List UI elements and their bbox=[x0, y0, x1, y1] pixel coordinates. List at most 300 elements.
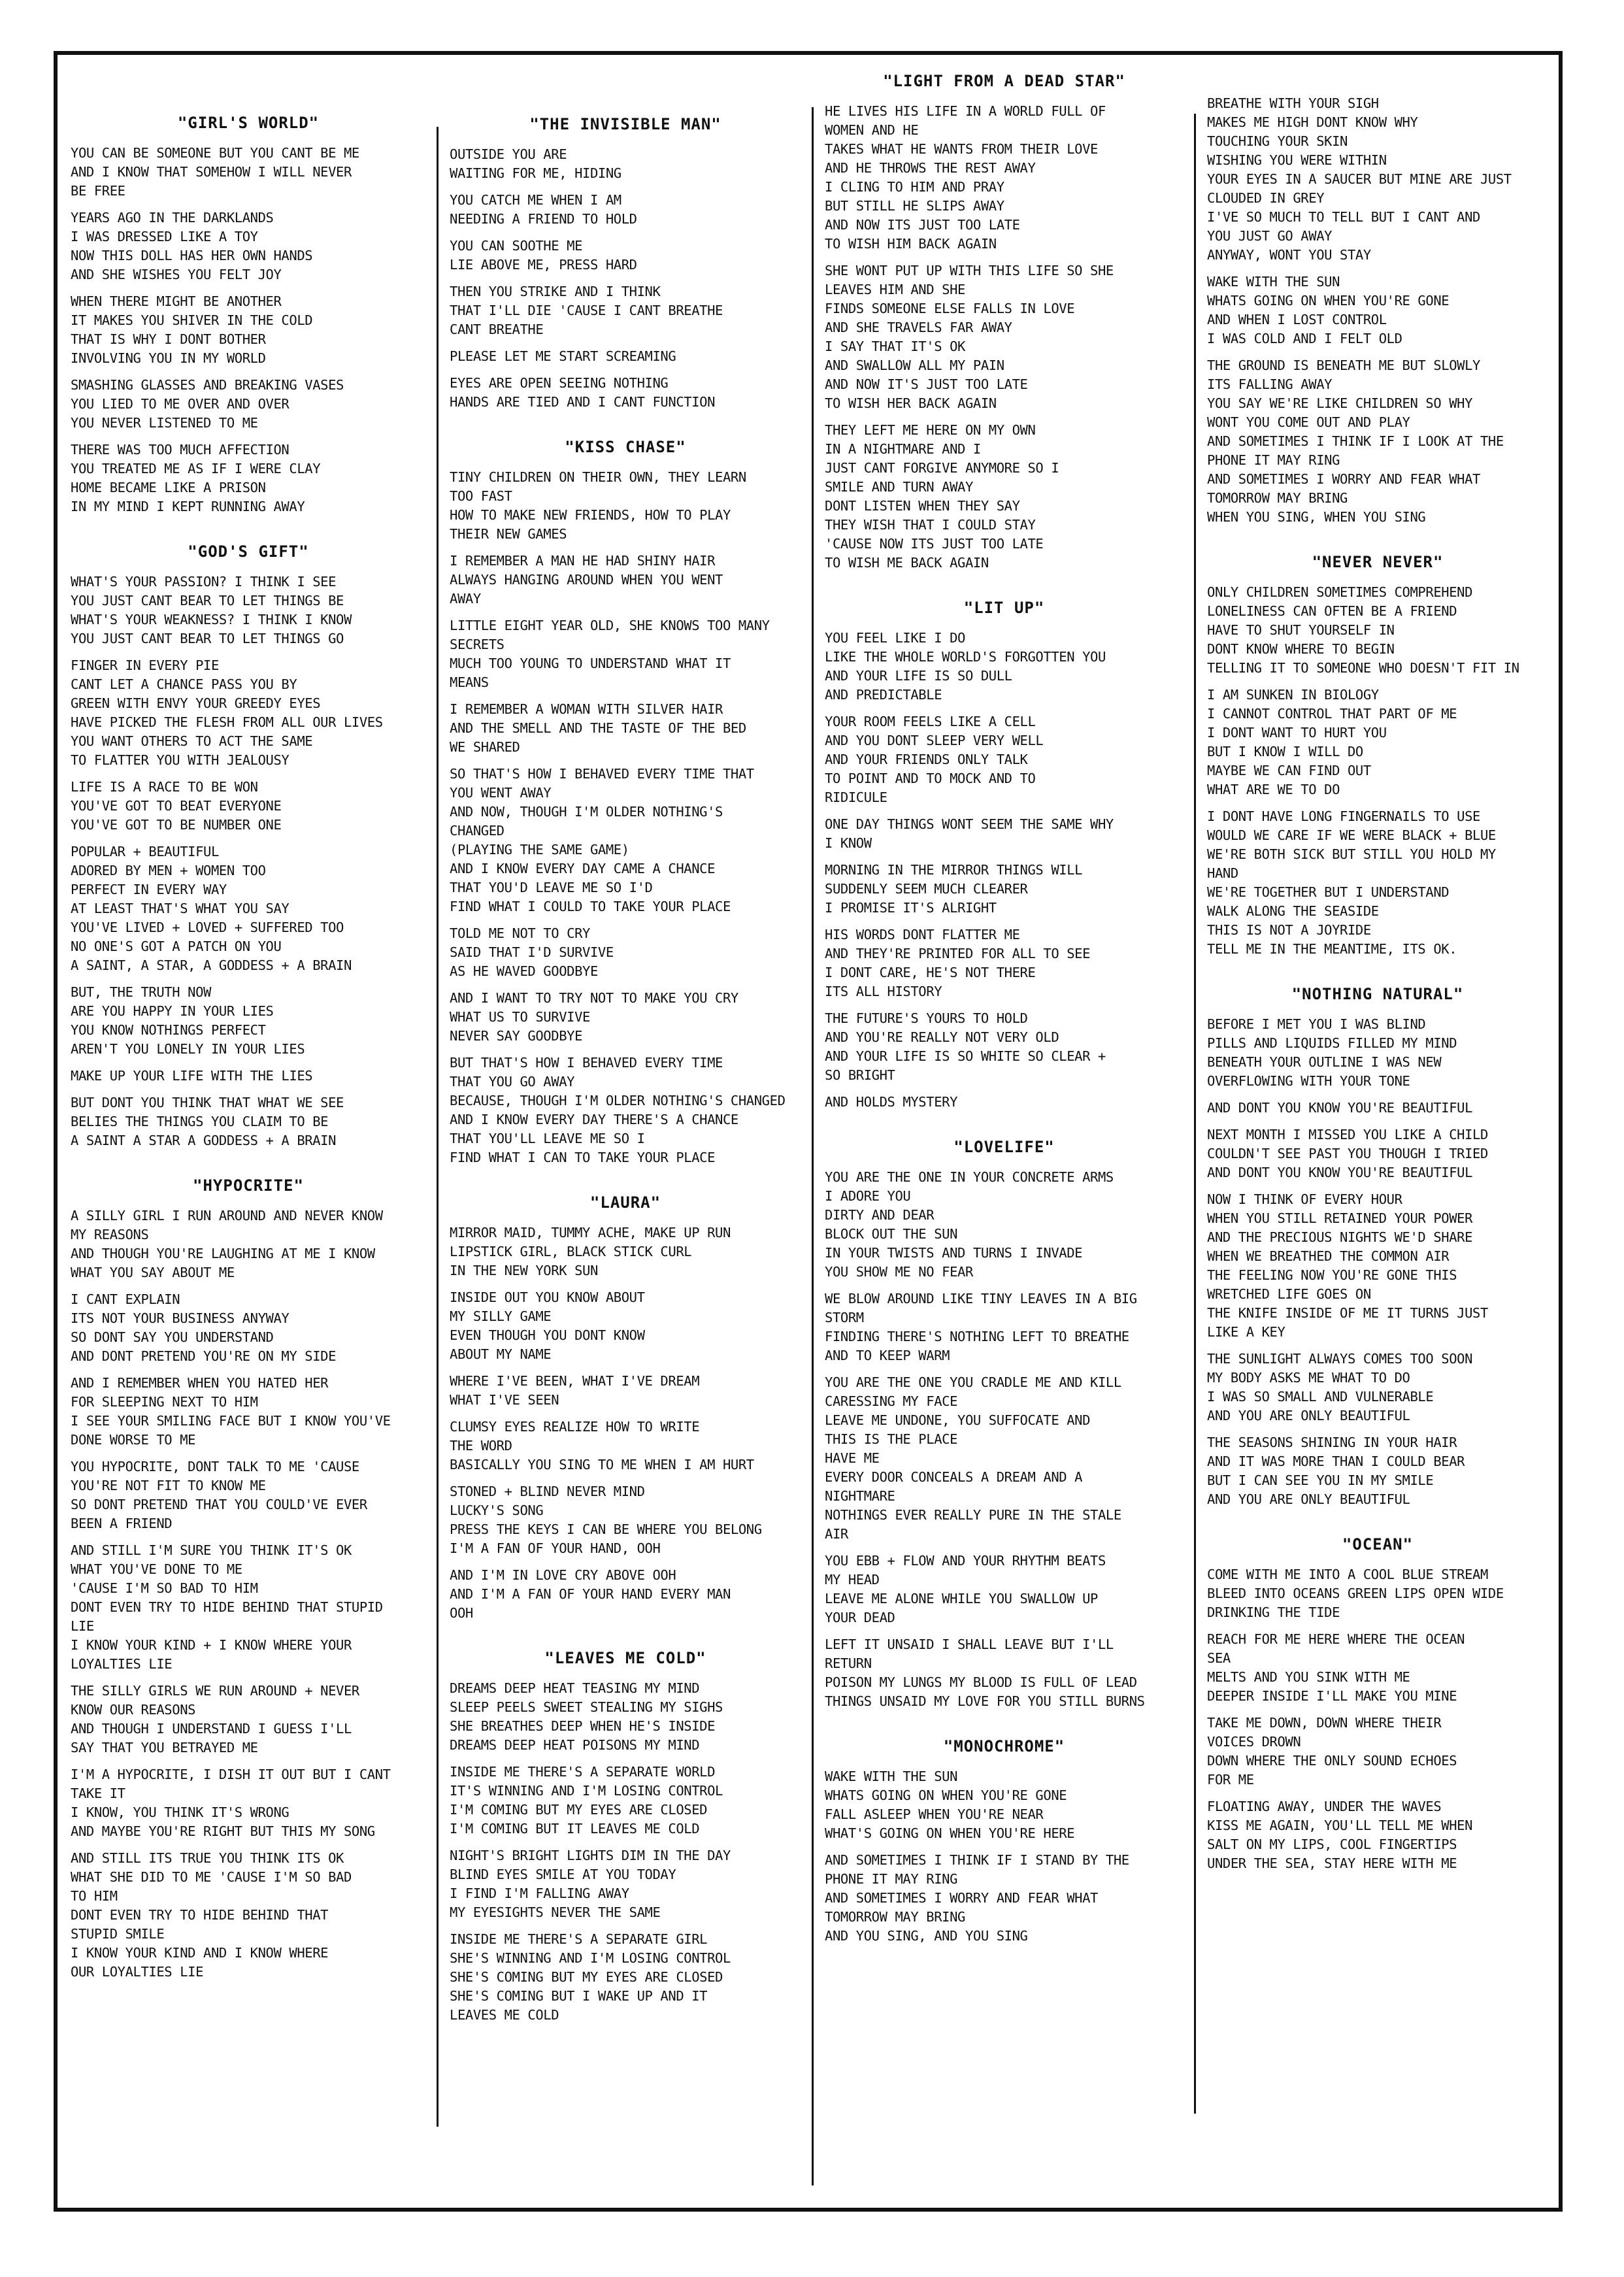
song-title: "MONOCHROME" bbox=[943, 1737, 1065, 1755]
lyric-line: AND DONT YOU KNOW YOU'RE BEAUTIFUL bbox=[1207, 1100, 1473, 1116]
lyric-line: VOICES DROWN bbox=[1207, 1734, 1301, 1750]
stanza bbox=[825, 1767, 1184, 1843]
lyric-line: MORNING IN THE MIRROR THINGS WILL bbox=[825, 862, 1083, 878]
lyric-line: HAVE TO SHUT YOURSELF IN bbox=[1207, 622, 1395, 638]
lyric-line: TOUCHING YOUR SKIN bbox=[1207, 133, 1348, 149]
lyric-line: NEEDING A FRIEND TO HOLD bbox=[450, 211, 637, 227]
lyric-line: WRETCHED LIFE GOES ON bbox=[1207, 1286, 1371, 1302]
lyric-line: YOU JUST CANT BEAR TO LET THINGS BE bbox=[71, 593, 344, 608]
song-title: "OCEAN" bbox=[1342, 1535, 1414, 1554]
lyric-line: YOU'RE NOT FIT TO KNOW ME bbox=[71, 1478, 266, 1493]
lyric-line: BUT, THE TRUTH NOW bbox=[71, 984, 211, 1000]
lyric-line: FOR ME bbox=[1207, 1772, 1254, 1787]
lyric-line: CHANGED bbox=[450, 823, 505, 839]
lyric-line: I SAY THAT IT'S OK bbox=[825, 339, 965, 354]
lyric-line: YOU ARE THE ONE YOU CRADLE ME AND KILL bbox=[825, 1374, 1121, 1390]
lyric-line: COULDN'T SEE PAST YOU THOUGH I TRIED bbox=[1207, 1146, 1488, 1161]
stanza bbox=[1207, 273, 1548, 348]
lyric-line: YOU ARE THE ONE IN YOUR CONCRETE ARMS bbox=[825, 1169, 1114, 1185]
lyric-line: AT LEAST THAT'S WHAT YOU SAY bbox=[71, 901, 290, 916]
song-title: "LIT UP" bbox=[963, 599, 1045, 617]
lyric-line: MUCH TOO YOUNG TO UNDERSTAND WHAT IT bbox=[450, 656, 731, 671]
stanza bbox=[71, 292, 426, 368]
lyric-line: WE'RE TOGETHER BUT I UNDERSTAND bbox=[1207, 884, 1450, 900]
lyric-line: WHAT YOU SAY ABOUT ME bbox=[71, 1265, 235, 1280]
lyric-line: I'M A FAN OF YOUR HAND, OOH bbox=[450, 1540, 661, 1556]
lyric-line: TOMORROW MAY BRING bbox=[1207, 490, 1348, 506]
lyric-line: CANT BREATHE bbox=[450, 322, 544, 337]
lyric-line: A SILLY GIRL I RUN AROUND AND NEVER KNOW bbox=[71, 1208, 383, 1223]
lyric-line: DOWN WHERE THE ONLY SOUND ECHOES bbox=[1207, 1753, 1457, 1769]
stanza bbox=[450, 616, 801, 692]
lyric-line: EVEN THOUGH YOU DONT KNOW bbox=[450, 1327, 645, 1343]
lyric-line: INVOLVING YOU IN MY WORLD bbox=[71, 350, 266, 366]
stanza bbox=[71, 208, 426, 284]
lyric-line: BENEATH YOUR OUTLINE I WAS NEW bbox=[1207, 1054, 1442, 1070]
stanza bbox=[450, 989, 801, 1046]
lyric-line: WHEN THERE MIGHT BE ANOTHER bbox=[71, 293, 282, 309]
song-block bbox=[825, 72, 1184, 573]
lyrics-column-3 bbox=[812, 55, 1194, 2208]
lyric-line: AND STILL I'M SURE YOU THINK IT'S OK bbox=[71, 1542, 352, 1558]
lyric-line: THE FEELING NOW YOU'RE GONE THIS bbox=[1207, 1267, 1457, 1283]
stanza bbox=[450, 765, 801, 916]
lyric-line: OOH bbox=[450, 1605, 473, 1621]
lyric-line: I KNOW YOUR KIND AND I KNOW WHERE bbox=[71, 1945, 329, 1961]
stanza bbox=[825, 1373, 1184, 1544]
stanza bbox=[450, 1223, 801, 1280]
lyric-line: AND THE SMELL AND THE TASTE OF THE BED bbox=[450, 720, 746, 736]
lyric-line: YOU CAN BE SOMEONE BUT YOU CANT BE ME bbox=[71, 145, 359, 161]
lyric-line: IT MAKES YOU SHIVER IN THE COLD bbox=[71, 312, 313, 328]
lyric-line: WOMEN AND HE bbox=[825, 122, 919, 138]
stanza bbox=[71, 1765, 426, 1841]
stanza bbox=[450, 282, 801, 339]
lyric-line: LEAVES HIM AND SHE bbox=[825, 282, 965, 297]
lyric-line: YOU EBB + FLOW AND YOUR RHYTHM BEATS bbox=[825, 1553, 1106, 1569]
lyric-line: HAVE PICKED THE FLESH FROM ALL OUR LIVES bbox=[71, 714, 383, 730]
stanza bbox=[825, 629, 1184, 705]
stanza bbox=[450, 1054, 801, 1167]
lyric-line: FINDS SOMEONE ELSE FALLS IN LOVE bbox=[825, 301, 1075, 316]
lyric-line: WALK ALONG THE SEASIDE bbox=[1207, 903, 1379, 919]
lyric-line: EYES ARE OPEN SEEING NOTHING bbox=[450, 375, 669, 391]
lyric-line: WHAT'S YOUR WEAKNESS? I THINK I KNOW bbox=[71, 612, 352, 627]
lyric-line: AND MAYBE YOU'RE RIGHT BUT THIS MY SONG bbox=[71, 1823, 375, 1839]
lyric-line: AND I KNOW THAT SOMEHOW I WILL NEVER bbox=[71, 164, 352, 180]
lyric-line: TAKE IT bbox=[71, 1786, 125, 1801]
lyric-line: GREEN WITH ENVY YOUR GREEDY EYES bbox=[71, 695, 321, 711]
lyric-line: WE BLOW AROUND LIKE TINY LEAVES IN A BIG bbox=[825, 1291, 1137, 1306]
song-block bbox=[71, 542, 426, 1150]
lyric-line: WHEN YOU STILL RETAINED YOUR POWER bbox=[1207, 1210, 1473, 1226]
song-title: "NEVER NEVER" bbox=[1312, 553, 1444, 571]
lyric-line: COME WITH ME INTO A COOL BLUE STREAM bbox=[1207, 1567, 1488, 1582]
lyric-line: 'CAUSE I'M SO BAD TO HIM bbox=[71, 1580, 258, 1596]
lyric-line: AND SHE TRAVELS FAR AWAY bbox=[825, 320, 1012, 335]
stanza bbox=[450, 1288, 801, 1364]
lyric-line: YOU'VE GOT TO BEAT EVERYONE bbox=[71, 798, 282, 814]
lyric-line: OUTSIDE YOU ARE bbox=[450, 146, 567, 162]
stanza bbox=[450, 347, 801, 366]
stanza bbox=[450, 700, 801, 757]
lyric-line: LOYALTIES LIE bbox=[71, 1656, 173, 1672]
stanza bbox=[71, 1849, 426, 1982]
lyric-line: SECRETS bbox=[450, 637, 505, 652]
lyric-line: AND SOMETIMES I WORRY AND FEAR WHAT bbox=[825, 1890, 1098, 1906]
lyric-line: BELIES THE THINGS YOU CLAIM TO BE bbox=[71, 1114, 329, 1129]
lyric-line: AS HE WAVED GOODBYE bbox=[450, 963, 598, 979]
lyric-line: BASICALLY YOU SING TO ME WHEN I AM HURT bbox=[450, 1457, 754, 1472]
song-title: "KISS CHASE" bbox=[565, 438, 686, 456]
lyric-line: DONE WORSE TO ME bbox=[71, 1432, 196, 1448]
lyric-line: MY HEAD bbox=[825, 1572, 880, 1587]
lyric-line: NO ONE'S GOT A PATCH ON YOU bbox=[71, 939, 282, 954]
lyric-line: LITTLE EIGHT YEAR OLD, SHE KNOWS TOO MANY bbox=[450, 618, 770, 633]
lyric-line: I CANNOT CONTROL THAT PART OF ME bbox=[1207, 706, 1457, 722]
lyric-line: THINGS UNSAID MY LOVE FOR YOU STILL BURNS bbox=[825, 1693, 1145, 1709]
lyric-line: HAVE ME bbox=[825, 1450, 880, 1466]
lyric-line: MY SILLY GAME bbox=[450, 1308, 552, 1324]
lyric-line: MELTS AND YOU SINK WITH ME bbox=[1207, 1669, 1410, 1685]
lyric-line: (PLAYING THE SAME GAME) bbox=[450, 842, 629, 857]
lyric-line: YOU WENT AWAY bbox=[450, 785, 552, 801]
lyric-line: SO DONT SAY YOU UNDERSTAND bbox=[71, 1329, 274, 1345]
lyric-line: HANDS ARE TIED AND I CANT FUNCTION bbox=[450, 394, 716, 410]
stanza bbox=[71, 1290, 426, 1366]
lyric-line: TO WISH HIM BACK AGAIN bbox=[825, 236, 997, 252]
lyric-line: THERE WAS TOO MUCH AFFECTION bbox=[71, 442, 290, 457]
song-title: "NOTHING NATURAL" bbox=[1291, 985, 1464, 1003]
lyric-line: BUT THAT'S HOW I BEHAVED EVERY TIME bbox=[450, 1055, 723, 1071]
lyric-line: HOW TO MAKE NEW FRIENDS, HOW TO PLAY bbox=[450, 507, 731, 523]
lyric-line: AND THOUGH I UNDERSTAND I GUESS I'LL bbox=[71, 1721, 352, 1737]
lyric-line: YOU CAN SOOTHE ME bbox=[450, 238, 583, 254]
lyric-line: WHAT'S GOING ON WHEN YOU'RE HERE bbox=[825, 1825, 1075, 1841]
lyric-line: IN A NIGHTMARE AND I bbox=[825, 441, 981, 457]
lyric-line: SUDDENLY SEEM MUCH CLEARER bbox=[825, 881, 1028, 897]
lyric-line: YOU SAY WE'RE LIKE CHILDREN SO WHY bbox=[1207, 395, 1473, 411]
lyric-line: THE FUTURE'S YOURS TO HOLD bbox=[825, 1010, 1028, 1026]
lyric-line: LUCKY'S SONG bbox=[450, 1503, 544, 1518]
lyric-line: YOU FEEL LIKE I DO bbox=[825, 630, 965, 646]
stanza bbox=[825, 1168, 1184, 1282]
lyric-line: YOU'VE LIVED + LOVED + SUFFERED TOO bbox=[71, 920, 344, 935]
lyric-line: BUT DONT YOU THINK THAT WHAT WE SEE bbox=[71, 1095, 344, 1110]
stanza bbox=[71, 1541, 426, 1674]
lyric-line: I KNOW bbox=[825, 835, 872, 851]
lyric-line: WHATS GOING ON WHEN YOU'RE GONE bbox=[1207, 293, 1450, 308]
lyric-line: TOO FAST bbox=[450, 488, 512, 504]
lyric-line: THAT I'LL DIE 'CAUSE I CANT BREATHE bbox=[450, 303, 723, 318]
stanza bbox=[450, 1846, 801, 1922]
lyric-line: NIGHT'S BRIGHT LIGHTS DIM IN THE DAY bbox=[450, 1848, 731, 1863]
lyric-line: SO THAT'S HOW I BEHAVED EVERY TIME THAT bbox=[450, 766, 754, 782]
lyric-line: MAKES ME HIGH DONT KNOW WHY bbox=[1207, 114, 1418, 130]
lyric-line: TELL ME IN THE MEANTIME, ITS OK. bbox=[1207, 941, 1457, 957]
lyric-line: UNDER THE SEA, STAY HERE WITH ME bbox=[1207, 1855, 1457, 1871]
lyric-line: AND YOU DONT SLEEP VERY WELL bbox=[825, 733, 1044, 748]
song-block bbox=[71, 1176, 426, 1982]
lyric-line: BE FREE bbox=[71, 183, 125, 199]
lyric-line: I AM SUNKEN IN BIOLOGY bbox=[1207, 687, 1379, 703]
lyric-line: BECAUSE, THOUGH I'M OLDER NOTHING'S CHANGED bbox=[450, 1093, 786, 1108]
stanza bbox=[71, 376, 426, 433]
lyric-line: THIS IS NOT A JOYRIDE bbox=[1207, 922, 1371, 938]
song-block bbox=[825, 1737, 1184, 1946]
stanza bbox=[1207, 583, 1548, 678]
lyric-line: AND NOW ITS JUST TOO LATE bbox=[825, 217, 1020, 233]
lyric-line: SMASHING GLASSES AND BREAKING VASES bbox=[71, 377, 344, 393]
stanza bbox=[825, 1851, 1184, 1946]
stanza bbox=[71, 1093, 426, 1150]
lyric-line: TAKE ME DOWN, DOWN WHERE THEIR bbox=[1207, 1715, 1442, 1731]
song-block bbox=[71, 114, 426, 516]
lyric-line: WHAT'S YOUR PASSION? I THINK I SEE bbox=[71, 574, 337, 590]
stanza bbox=[1207, 1797, 1548, 1873]
song-title: "THE INVISIBLE MAN" bbox=[529, 115, 721, 133]
lyric-line: WHEN WE BREATHED THE COMMON AIR bbox=[1207, 1248, 1450, 1264]
lyric-line: FINDING THERE'S NOTHING LEFT TO BREATHE bbox=[825, 1329, 1129, 1344]
lyric-line: BUT I CAN SEE YOU IN MY SMILE bbox=[1207, 1472, 1434, 1488]
lyric-line: I'M COMING BUT IT LEAVES ME COLD bbox=[450, 1821, 700, 1837]
lyric-line: BLOCK OUT THE SUN bbox=[825, 1226, 958, 1242]
lyric-line: LEAVE ME ALONE WHILE YOU SWALLOW UP bbox=[825, 1591, 1098, 1606]
stanza bbox=[71, 1067, 426, 1086]
lyric-line: A SAINT A STAR A GODDESS + A BRAIN bbox=[71, 1133, 337, 1148]
lyric-line: HAND bbox=[1207, 865, 1238, 881]
lyric-line: NIGHTMARE bbox=[825, 1488, 895, 1504]
stanza bbox=[450, 552, 801, 608]
lyric-line: YOU SHOW ME NO FEAR bbox=[825, 1264, 973, 1280]
lyric-line: KNOW OUR REASONS bbox=[71, 1702, 196, 1718]
lyric-line: PERFECT IN EVERY WAY bbox=[71, 882, 227, 897]
lyric-line: KISS ME AGAIN, YOU'LL TELL ME WHEN bbox=[1207, 1818, 1473, 1833]
song-block bbox=[1207, 1535, 1548, 1873]
lyric-line: IN MY MIND I KEPT RUNNING AWAY bbox=[71, 499, 305, 514]
lyric-line: AND HOLDS MYSTERY bbox=[825, 1094, 958, 1110]
lyric-line: AND WHEN I LOST CONTROL bbox=[1207, 312, 1387, 327]
lyric-line: SALT ON MY LIPS, COOL FINGERTIPS bbox=[1207, 1837, 1457, 1852]
lyric-line: I KNOW, YOU THINK IT'S WRONG bbox=[71, 1804, 290, 1820]
lyric-line: MY REASONS bbox=[71, 1227, 149, 1242]
lyric-line: HE LIVES HIS LIFE IN A WORLD FULL OF bbox=[825, 103, 1106, 119]
stanza bbox=[450, 1372, 801, 1410]
lyric-line: ANYWAY, WONT YOU STAY bbox=[1207, 247, 1371, 263]
lyric-line: ALWAYS HANGING AROUND WHEN YOU WENT bbox=[450, 572, 723, 588]
lyric-line: TO WISH ME BACK AGAIN bbox=[825, 555, 989, 571]
lyric-line: THEN YOU STRIKE AND I THINK bbox=[450, 284, 661, 299]
song-block bbox=[1207, 553, 1548, 959]
stanza bbox=[1207, 1125, 1548, 1182]
lyric-line: THAT YOU'LL LEAVE ME SO I bbox=[450, 1131, 645, 1146]
lyric-line: PHONE IT MAY RING bbox=[825, 1871, 958, 1887]
lyric-line: THEY LEFT ME HERE ON MY OWN bbox=[825, 422, 1036, 438]
lyric-line: LIPSTICK GIRL, BLACK STICK CURL bbox=[450, 1244, 692, 1259]
lyrics-column-2 bbox=[437, 55, 812, 2208]
lyrics-column-1 bbox=[58, 55, 437, 2208]
lyric-line: AND HE THROWS THE REST AWAY bbox=[825, 160, 1036, 176]
lyric-line: DREAMS DEEP HEAT POISONS MY MIND bbox=[450, 1737, 700, 1753]
lyric-line: AND THOUGH YOU'RE LAUGHING AT ME I KNOW bbox=[71, 1246, 375, 1261]
lyric-line: ONLY CHILDREN SOMETIMES COMPREHEND bbox=[1207, 584, 1473, 600]
lyric-line: AND SOMETIMES I THINK IF I STAND BY THE bbox=[825, 1852, 1129, 1868]
song-title: "GIRL'S WORLD" bbox=[177, 114, 320, 132]
lyric-line: CLUMSY EYES REALIZE HOW TO WRITE bbox=[450, 1419, 700, 1435]
lyric-line: AND I KNOW EVERY DAY CAME A CHANCE bbox=[450, 861, 716, 876]
stanza bbox=[1207, 1433, 1548, 1509]
lyric-line: JUST CANT FORGIVE ANYMORE SO I bbox=[825, 460, 1059, 476]
lyric-line: YOU WANT OTHERS TO ACT THE SAME bbox=[71, 733, 313, 749]
lyric-line: I WAS SO SMALL AND VULNERABLE bbox=[1207, 1389, 1434, 1404]
lyric-line: YOU HYPOCRITE, DONT TALK TO ME 'CAUSE bbox=[71, 1459, 359, 1474]
stanza bbox=[825, 1635, 1184, 1711]
lyric-line: AND YOU SING, AND YOU SING bbox=[825, 1928, 1028, 1944]
lyric-line: LIFE IS A RACE TO BE WON bbox=[71, 779, 258, 795]
lyric-line: A SAINT, A STAR, A GODDESS + A BRAIN bbox=[71, 957, 352, 973]
lyric-line: TO HIM bbox=[71, 1888, 118, 1904]
lyric-line: LIKE A KEY bbox=[1207, 1324, 1285, 1340]
lyric-line: ONE DAY THINGS WONT SEEM THE SAME WHY bbox=[825, 816, 1114, 832]
stanza bbox=[1207, 94, 1548, 265]
lyric-line: TELLING IT TO SOMEONE WHO DOESN'T FIT IN bbox=[1207, 660, 1519, 676]
lyric-line: PHONE IT MAY RING bbox=[1207, 452, 1340, 468]
lyric-line: AND THE PRECIOUS NIGHTS WE'D SHARE bbox=[1207, 1229, 1473, 1245]
lyric-line: CLOUDED IN GREY bbox=[1207, 190, 1325, 206]
lyric-line: FINGER IN EVERY PIE bbox=[71, 657, 219, 673]
lyric-line: LONELINESS CAN OFTEN BE A FRIEND bbox=[1207, 603, 1457, 619]
lyric-line: BEFORE I MET YOU I WAS BLIND bbox=[1207, 1016, 1426, 1032]
lyric-line: OUR LOYALTIES LIE bbox=[71, 1964, 204, 1980]
lyric-line: SEA bbox=[1207, 1650, 1231, 1666]
lyric-line: AIR bbox=[825, 1526, 848, 1542]
stanza bbox=[825, 1009, 1184, 1085]
stanza bbox=[825, 1552, 1184, 1627]
lyric-line: NOW I THINK OF EVERY HOUR bbox=[1207, 1191, 1402, 1207]
lyric-line: AND YOUR LIFE IS SO WHITE SO CLEAR + bbox=[825, 1048, 1106, 1064]
lyric-line: AND STILL ITS TRUE YOU THINK ITS OK bbox=[71, 1850, 344, 1866]
lyric-line: THE SILLY GIRLS WE RUN AROUND + NEVER bbox=[71, 1683, 359, 1699]
lyric-line: TO POINT AND TO MOCK AND TO bbox=[825, 771, 1036, 786]
lyric-line: WAKE WITH THE SUN bbox=[1207, 274, 1340, 290]
lyric-line: I CANT EXPLAIN bbox=[71, 1291, 180, 1307]
lyric-line: SO BRIGHT bbox=[825, 1067, 895, 1083]
lyric-line: WONT YOU COME OUT AND PLAY bbox=[1207, 414, 1410, 430]
lyrics-column-4 bbox=[1194, 55, 1559, 2208]
lyric-line: PILLS AND LIQUIDS FILLED MY MIND bbox=[1207, 1035, 1457, 1051]
lyric-line: SHE BREATHES DEEP WHEN HE'S INSIDE bbox=[450, 1718, 716, 1734]
lyric-line: WHAT YOU'VE DONE TO ME bbox=[71, 1561, 242, 1577]
lyric-line: I'VE SO MUCH TO TELL BUT I CANT AND bbox=[1207, 209, 1480, 225]
lyric-line: YOU'VE GOT TO BE NUMBER ONE bbox=[71, 817, 282, 833]
lyric-line: DIRTY AND DEAR bbox=[825, 1207, 935, 1223]
lyric-line: LEAVES ME COLD bbox=[450, 2007, 559, 2023]
lyric-line: AND IT WAS MORE THAN I COULD BEAR bbox=[1207, 1454, 1465, 1469]
stanza bbox=[1207, 1630, 1548, 1706]
song-title: "LEAVES ME COLD" bbox=[544, 1649, 706, 1667]
stanza bbox=[825, 102, 1184, 254]
stanza bbox=[1207, 1190, 1548, 1342]
lyric-line: LIE bbox=[71, 1618, 94, 1634]
lyric-line: THAT YOU'D LEAVE ME SO I'D bbox=[450, 880, 653, 895]
song-title: "LAURA" bbox=[589, 1193, 661, 1212]
lyric-line: I KNOW YOUR KIND + I KNOW WHERE YOUR bbox=[71, 1637, 352, 1653]
stanza bbox=[825, 861, 1184, 918]
lyric-line: I'M A HYPOCRITE, I DISH IT OUT BUT I CANT bbox=[71, 1767, 391, 1782]
lyric-line: YOU JUST GO AWAY bbox=[1207, 228, 1333, 244]
lyric-line: ADORED BY MEN + WOMEN TOO bbox=[71, 863, 266, 878]
lyric-line: I REMEMBER A WOMAN WITH SILVER HAIR bbox=[450, 701, 723, 717]
lyric-line: DONT EVEN TRY TO HIDE BEHIND THAT bbox=[71, 1907, 329, 1923]
lyric-line: NEXT MONTH I MISSED YOU LIKE A CHILD bbox=[1207, 1127, 1488, 1142]
lyric-line: YOU CATCH ME WHEN I AM bbox=[450, 192, 621, 208]
lyric-line: AND YOU ARE ONLY BEAUTIFUL bbox=[1207, 1408, 1410, 1423]
lyric-line: DEEPER INSIDE I'LL MAKE YOU MINE bbox=[1207, 1688, 1457, 1704]
lyric-line: SHE'S COMING BUT MY EYES ARE CLOSED bbox=[450, 1969, 723, 1985]
lyric-line: INSIDE ME THERE'S A SEPARATE WORLD bbox=[450, 1764, 716, 1780]
lyric-line: ABOUT MY NAME bbox=[450, 1346, 552, 1362]
stanza bbox=[450, 1930, 801, 2025]
lyric-line: YOUR DEAD bbox=[825, 1610, 895, 1625]
lyric-line: FIND WHAT I CAN TO TAKE YOUR PLACE bbox=[450, 1150, 716, 1165]
lyric-line: RIDICULE bbox=[825, 789, 887, 805]
lyric-line: REACH FOR ME HERE WHERE THE OCEAN bbox=[1207, 1631, 1465, 1647]
lyric-line: THE GROUND IS BENEATH ME BUT SLOWLY bbox=[1207, 357, 1480, 373]
stanza bbox=[825, 815, 1184, 853]
stanza bbox=[71, 440, 426, 516]
lyric-line: AND PREDICTABLE bbox=[825, 687, 942, 703]
lyric-line: TO WISH HER BACK AGAIN bbox=[825, 395, 997, 411]
lyric-line: DONT LISTEN WHEN THEY SAY bbox=[825, 498, 1020, 514]
stanza bbox=[71, 656, 426, 770]
lyric-line: AND TO KEEP WARM bbox=[825, 1348, 950, 1363]
lyric-line: YOU NEVER LISTENED TO ME bbox=[71, 415, 258, 431]
lyric-line: I FIND I'M FALLING AWAY bbox=[450, 1886, 629, 1901]
song-block bbox=[825, 599, 1184, 1112]
lyric-line: AND YOU'RE REALLY NOT VERY OLD bbox=[825, 1029, 1059, 1045]
lyric-line: SMILE AND TURN AWAY bbox=[825, 479, 973, 495]
stanza bbox=[450, 924, 801, 981]
stanza bbox=[450, 1679, 801, 1755]
lyric-line: HIS WORDS DONT FLATTER ME bbox=[825, 927, 1020, 942]
lyric-line: AND I KNOW EVERY DAY THERE'S A CHANCE bbox=[450, 1112, 738, 1127]
lyric-line: TO FLATTER YOU WITH JEALOUSY bbox=[71, 752, 290, 768]
lyric-line: LIE ABOVE ME, PRESS HARD bbox=[450, 257, 637, 273]
lyric-line: BLEED INTO OCEANS GREEN LIPS OPEN WIDE bbox=[1207, 1586, 1504, 1601]
lyric-line: AWAY bbox=[450, 591, 481, 607]
lyric-line: SHE WONT PUT UP WITH THIS LIFE SO SHE bbox=[825, 263, 1114, 278]
lyric-line: AND YOUR FRIENDS ONLY TALK bbox=[825, 752, 1028, 767]
lyric-line: I DONT HAVE LONG FINGERNAILS TO USE bbox=[1207, 808, 1480, 824]
lyric-line: MAKE UP YOUR LIFE WITH THE LIES bbox=[71, 1068, 313, 1084]
stanza bbox=[71, 144, 426, 201]
lyric-line: ITS FALLING AWAY bbox=[1207, 376, 1333, 392]
stanza bbox=[1207, 1565, 1548, 1622]
song-title: "LOVELIFE" bbox=[953, 1138, 1055, 1156]
lyric-line: HOME BECAME LIKE A PRISON bbox=[71, 480, 266, 495]
stanza bbox=[1207, 686, 1548, 799]
lyric-line: BREATHE WITH YOUR SIGH bbox=[1207, 95, 1379, 111]
lyric-line: THEY WISH THAT I COULD STAY bbox=[825, 517, 1036, 533]
stanza bbox=[450, 145, 801, 183]
stanza bbox=[825, 421, 1184, 573]
lyric-line: SO DONT PRETEND THAT YOU COULD'VE EVER bbox=[71, 1497, 367, 1512]
stanza bbox=[825, 1289, 1184, 1365]
lyric-line: INSIDE ME THERE'S A SEPARATE GIRL bbox=[450, 1931, 708, 1947]
lyric-line: MEANS bbox=[450, 674, 489, 690]
lyric-line: I ADORE YOU bbox=[825, 1188, 911, 1204]
lyric-line: FOR SLEEPING NEXT TO HIM bbox=[71, 1394, 258, 1410]
